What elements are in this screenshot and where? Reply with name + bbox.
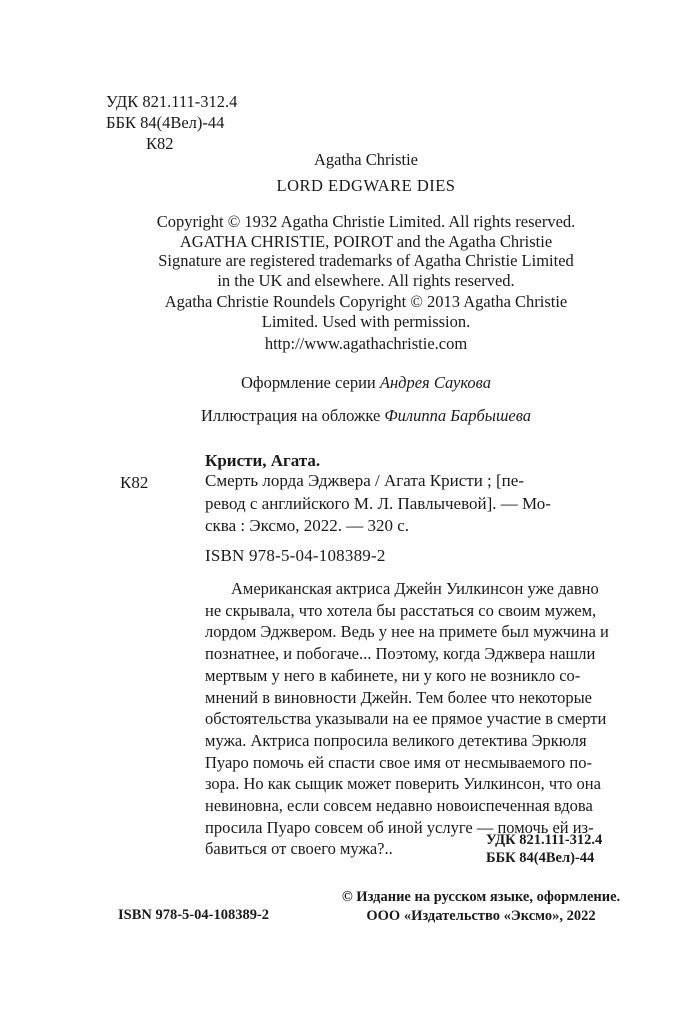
original-title: LORD EDGWARE DIES: [276, 176, 456, 195]
series-design-label: Оформление серии: [241, 373, 376, 392]
annotation-line: мертвым у него в кабинете, ни у кого не возникло со-: [205, 665, 581, 685]
annotation-line: мнений в виновности Джейн. Тем более что некоторые: [205, 687, 592, 707]
cover-illustration-name: Филиппа Барбышева: [384, 406, 532, 425]
annotation-line: просила Пуаро совсем об иной услуге — помочь ей из-: [205, 817, 594, 837]
annotation: [205, 578, 609, 860]
footer-bbk: ББК 84(4Вел)-44: [486, 850, 595, 866]
annotation-line: Пуаро помочь ей спасти свое имя от несмываемого по-: [205, 752, 593, 772]
annotation-line: бавиться от своего мужа?..: [205, 839, 393, 859]
roundels-notice: [100, 292, 632, 331]
annotation-line: обстоятельства указывали на ее прямое участие в смерти: [205, 709, 607, 729]
annotation-line: познатнее, и побогаче... Поэтому, когда Эджвера нашли: [205, 644, 596, 664]
annotation-line: невиновна, если совсем недавно новоиспеченная вдова: [205, 796, 593, 816]
bbk-code: ББК 84(4Вел)-44: [106, 113, 225, 132]
annotation-line: мужа. Актриса попросила великого детектива Эркюля: [205, 730, 587, 750]
series-design-name: Андрея Саукова: [379, 373, 491, 392]
annotation-line: не скрывала, что хотела бы расстаться со своим мужем,: [205, 600, 597, 620]
copyright-notice: [100, 212, 632, 290]
roundels-line: Agatha Christie Roundels Copyright © 2013 Agatha Christie: [164, 292, 568, 311]
annotation-line: Американская актриса Джейн Уилкинсон уже давно: [231, 579, 599, 598]
catalog-isbn: ISBN 978-5-04-108389-2: [205, 546, 386, 565]
catalog-line: ревод с английского М. Л. Павлычевой]. — Мо-: [205, 493, 551, 513]
publisher-line: © Издание на русском языке, оформление.: [341, 889, 621, 905]
catalog-mark: К82: [120, 473, 149, 492]
website-url: http://www.agathachristie.com: [264, 334, 468, 353]
footer-udk: УДК 821.111-312.4: [486, 832, 603, 848]
publisher-copyright: [336, 888, 626, 926]
cover-illustration-credit: [100, 406, 632, 426]
catalog-heading: Кристи, Агата.: [205, 451, 321, 470]
udk-code: УДК 821.111-312.4: [106, 92, 238, 111]
copyright-line: Signature are registered trademarks of Agatha Christie Limited: [158, 251, 574, 270]
catalog-line: Смерть лорда Эджвера / Агата Кристи ; [пе-: [205, 471, 524, 490]
copyright-line: AGATHA CHRISTIE, POIROT and the Agatha Christie: [179, 231, 553, 251]
series-design-credit: [100, 373, 632, 393]
annotation-line: лордом Эджвером. Ведь у нее на примете был мужчина и: [205, 622, 609, 642]
roundels-line: Limited. Used with permission.: [261, 311, 471, 331]
annotation-line: зора. Но как сыщик может поверить Уилкинсон, что она: [205, 774, 601, 794]
publisher-line: ООО «Издательство «Эксмо», 2022: [366, 908, 596, 924]
cover-illustration-label: Иллюстрация на обложке: [200, 406, 381, 425]
author-mark: К82: [146, 134, 174, 153]
catalog-description: [205, 470, 551, 538]
original-author: Agatha Christie: [313, 150, 419, 169]
copyright-line: Copyright © 1932 Agatha Christie Limited. All rights reserved.: [156, 212, 576, 231]
catalog-line: сква : Эксмо, 2022. — 320 с.: [205, 516, 410, 535]
copyright-line: in the UK and elsewhere. All rights reserved.: [217, 270, 515, 290]
footer-isbn: ISBN 978-5-04-108389-2: [118, 907, 270, 923]
